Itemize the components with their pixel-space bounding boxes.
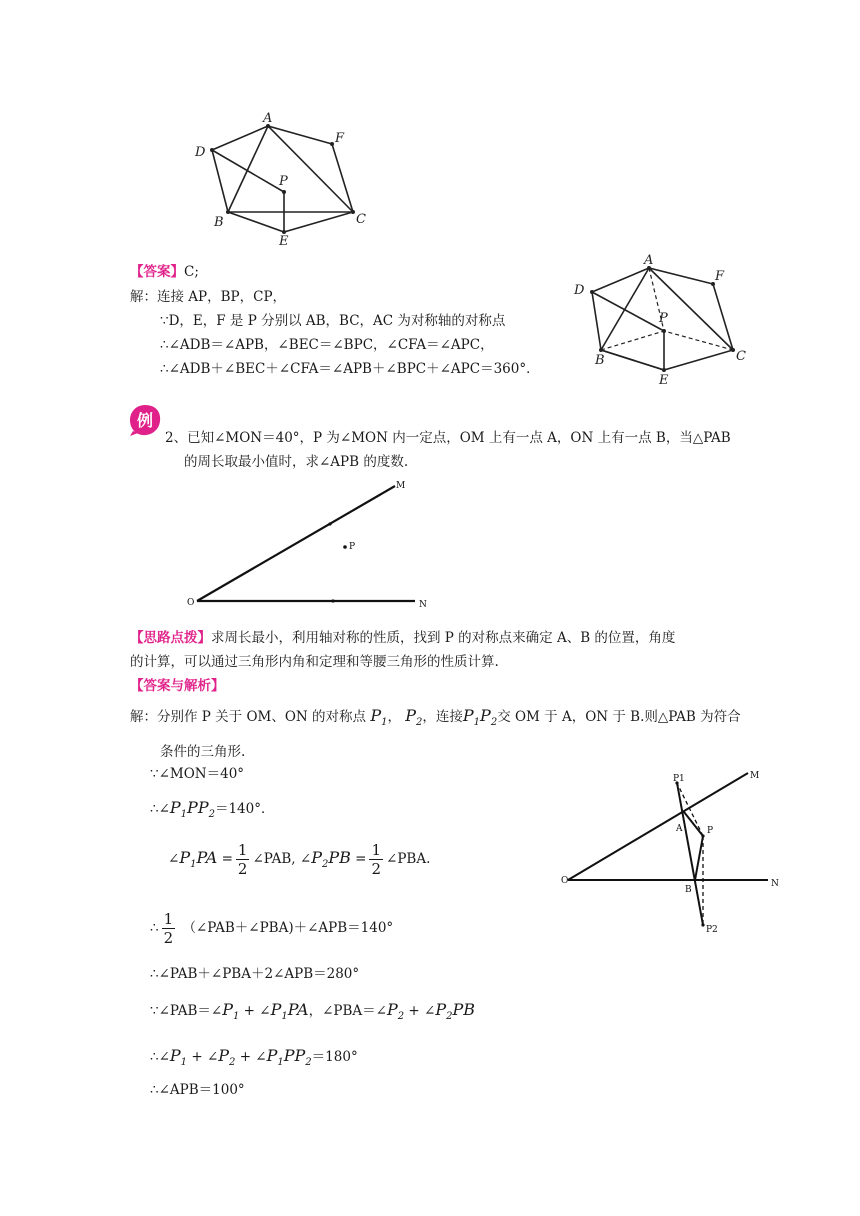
label-D: D xyxy=(195,145,206,160)
hexagon-figure-1 xyxy=(190,110,370,250)
label-E: E xyxy=(659,373,669,388)
label-E: E xyxy=(279,234,289,249)
intro-text-a: 解：分别作 P 关于 OM、ON 的对称点 xyxy=(130,709,367,725)
intro-text-b: ，连接 xyxy=(422,709,463,725)
step-6: $\because\angle PAB=\angle P_1$ + $\angle P_1PA$，$\angle PBA=\angle P_2$ + $\angle P_2PB$ xyxy=(150,1000,476,1022)
label-B: B xyxy=(214,215,224,230)
hint-block xyxy=(130,628,730,698)
step-2: $\therefore\angle P_1PP_2=140^\circ$． xyxy=(150,798,275,820)
label-A: A xyxy=(644,253,654,268)
label-O: O xyxy=(561,876,569,886)
question-line-2: 的周长取最小值时，求∠APB 的度数. xyxy=(184,454,409,470)
intro-text-c: 交 OM 于 A，ON 于 B.则△PAB 为符合 xyxy=(497,709,741,725)
step-8: ∴∠APB＝100° xyxy=(150,1082,245,1098)
label-M: M xyxy=(750,771,760,781)
hint-line-1: 求周长最小，利用轴对称的性质，找到 P 的对称点来确定 A、B 的位置，角度 xyxy=(211,630,676,646)
label-M: M xyxy=(396,481,406,491)
answer-line-2: ∵D，E，F 是 P 分别以 AB，BC，AC 为对称轴的对称点 xyxy=(160,313,506,329)
answer-line-4: ∴∠ADB＋∠BEC＋∠CFA＝∠APB＋∠BPC＋∠APC＝360°． xyxy=(160,361,540,377)
label-D: D xyxy=(574,283,585,298)
label-B: B xyxy=(595,353,605,368)
label-C: C xyxy=(356,212,366,227)
analysis-steps xyxy=(150,764,570,1104)
label-A: A xyxy=(263,111,273,126)
hexagon-figure-2 xyxy=(568,250,758,390)
answer-block-1 xyxy=(130,262,550,382)
step-4: ∴ $\frac{1}{2}$ （∠PAB＋∠PBA)＋∠APB＝140° xyxy=(150,910,394,947)
angle-mon-figure xyxy=(180,475,440,615)
step-7: $\therefore\angle P_1$ + $\angle P_2$ + $\angle P_1PP_2=180^\circ$ xyxy=(150,1046,358,1068)
reflection-figure xyxy=(555,765,795,940)
example-badge-label: 例 xyxy=(137,411,154,430)
label-P: P xyxy=(349,542,356,552)
label-A: A xyxy=(676,824,683,834)
label-P: P xyxy=(707,826,714,836)
example-question xyxy=(165,428,731,478)
label-P: P xyxy=(279,174,288,189)
label-P: P xyxy=(659,311,668,326)
analysis-intro: 解：分别作 P 关于 OM、ON 的对称点 $P_1$， $P_2$，连接$P_1P_2$交 OM 于 A，ON 于 B.则△PAB 为符合 条件的三角形. xyxy=(130,706,741,760)
answer-value: C; xyxy=(184,264,199,280)
label-C: C xyxy=(736,349,746,364)
hint-line-2: 的计算，可以通过三角形内角和定理和等腰三角形的性质计算. xyxy=(130,654,499,670)
analysis-tag: 【答案与解析】 xyxy=(130,678,225,694)
step-1: ∵∠MON＝40° xyxy=(150,766,245,782)
step-5: ∴∠PAB＋∠PBA＋2∠APB＝280° xyxy=(150,966,360,982)
label-B: B xyxy=(685,885,692,895)
label-N: N xyxy=(419,600,427,610)
label-N: N xyxy=(771,879,779,889)
question-line-1: 2、已知∠MON＝40°，P 为∠MON 内一定点，OM 上有一点 A，ON 上有一点 B，当△PAB xyxy=(165,430,731,446)
label-P2: P2 xyxy=(706,925,718,935)
label-F: F xyxy=(335,131,345,146)
hint-tag: 【思路点拨】 xyxy=(130,630,211,646)
label-F: F xyxy=(715,269,725,284)
step-3: $\angle P_1PA$ = $\frac{1}{2}$ ∠PAB, $\angle P_2PB$ = $\frac{1}{2}$ ∠PBA. xyxy=(168,841,431,878)
label-O: O xyxy=(187,598,195,608)
example-badge-icon xyxy=(128,403,162,437)
answer-line-3: ∴∠ADB＝∠APB，∠BEC＝∠BPC，∠CFA＝∠APC， xyxy=(160,337,494,353)
intro-line-2: 条件的三角形. xyxy=(160,744,246,760)
answer-tag: 【答案】 xyxy=(130,264,184,280)
label-P1: P1 xyxy=(673,774,685,784)
answer-line-1: 解：连接 AP，BP，CP， xyxy=(130,289,287,305)
